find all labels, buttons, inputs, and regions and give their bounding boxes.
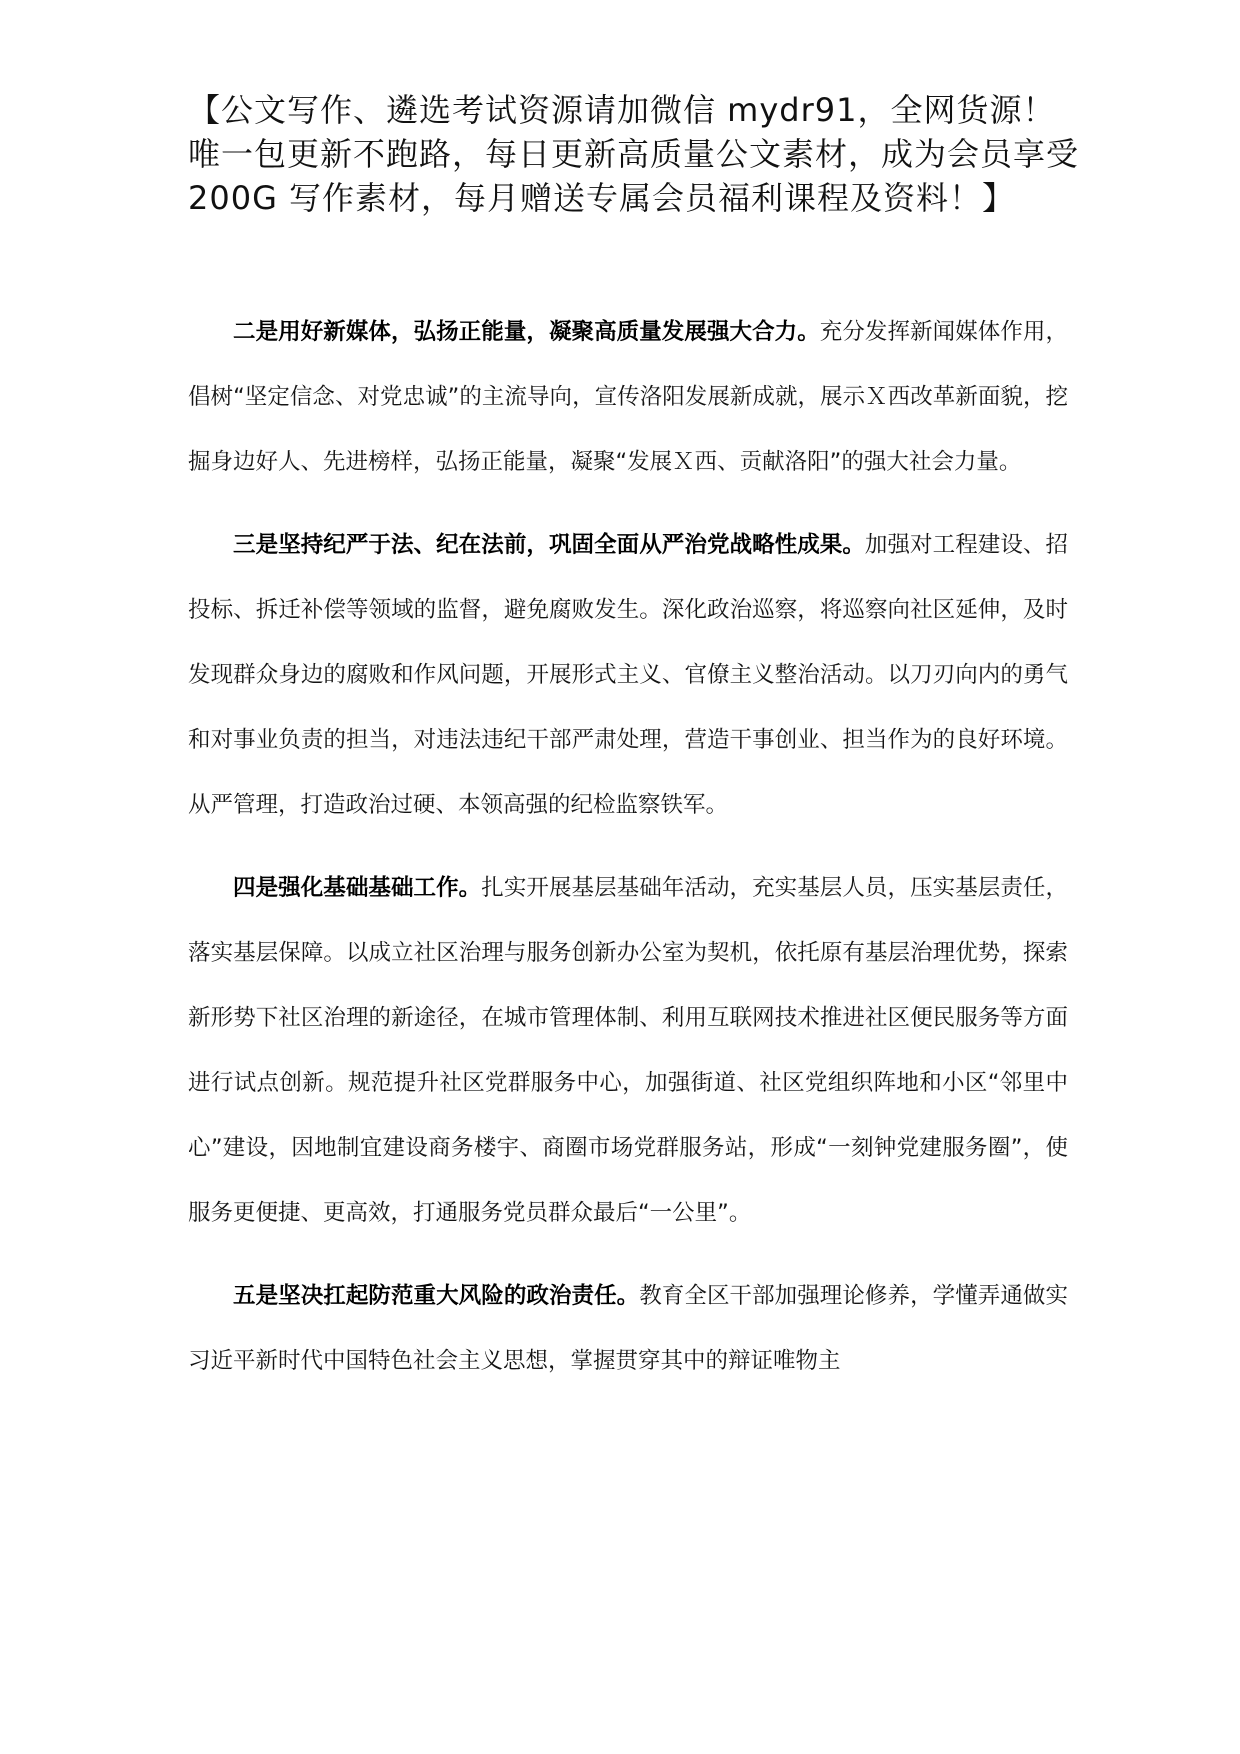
paragraph-grassroots: [188, 856, 1068, 1246]
paragraph-text: 加强对工程建设、招投标、拆迁补偿等领域的监督，避免腐败发生。深化政治巡察，将巡察向社区延伸，及时发现群众身边的腐败和作风问题，开展形式主义、官僚主义整治活动。以刀刃向内的勇气和对事业负责的担当，对违法违纪干部严肃处理，营造干事创业、担当作为的良好环境。从严管理，打造政治过硬、本领高强的纪检监察铁军。: [188, 532, 1068, 818]
paragraph-media: [188, 300, 1068, 495]
document-body: [188, 300, 1068, 1412]
paragraph-risk: [188, 1264, 1068, 1394]
paragraph-discipline: [188, 513, 1068, 838]
paragraph-lead: 四是强化基础基础工作。: [233, 875, 482, 901]
paragraph-lead: 三是坚持纪严于法、纪在法前，巩固全面从严治党战略性成果。: [233, 532, 865, 558]
paragraph-text: 教育全区干部加强理论修养，学懂弄通做实习近平新时代中国特色社会主义思想，掌握贯穿其中的辩证唯物主: [188, 1283, 1068, 1374]
paragraph-lead: 二是用好新媒体，弘扬正能量，凝聚高质量发展强大合力。: [233, 319, 820, 345]
paragraph-text: 充分发挥新闻媒体作用，倡树“坚定信念、对党忠诚”的主流导向，宣传洛阳发展新成就，展示Ｘ西改革新面貌，挖掘身边好人、先进榜样，弘扬正能量，凝聚“发展Ｘ西、贡献洛阳”的强大社会力量。: [188, 319, 1068, 475]
promo-banner: 【公文写作、遴选考试资源请加微信 mydr91，全网货源！唯一包更新不跑路，每日更新高质量公文素材，成为会员享受 200G 写作素材，每月赠送专属会员福利课程及资料！】: [188, 91, 1080, 217]
paragraph-lead: 五是坚决扛起防范重大风险的政治责任。: [233, 1283, 640, 1309]
paragraph-text: 扎实开展基层基础年活动，充实基层人员，压实基层责任，落实基层保障。以成立社区治理与服务创新办公室为契机，依托原有基层治理优势，探索新形势下社区治理的新途径，在城市管理体制、利用互联网技术推进社区便民服务等方面进行试点创新。规范提升社区党群服务中心，加强街道、社区党组织阵地和小区“邻里中心”建设，因地制宜建设商务楼宇、商圈市场党群服务站，形成“一刻钟党建服务圈”，使服务更便捷、更高效，打通服务党员群众最后“一公里”。: [188, 875, 1068, 1226]
